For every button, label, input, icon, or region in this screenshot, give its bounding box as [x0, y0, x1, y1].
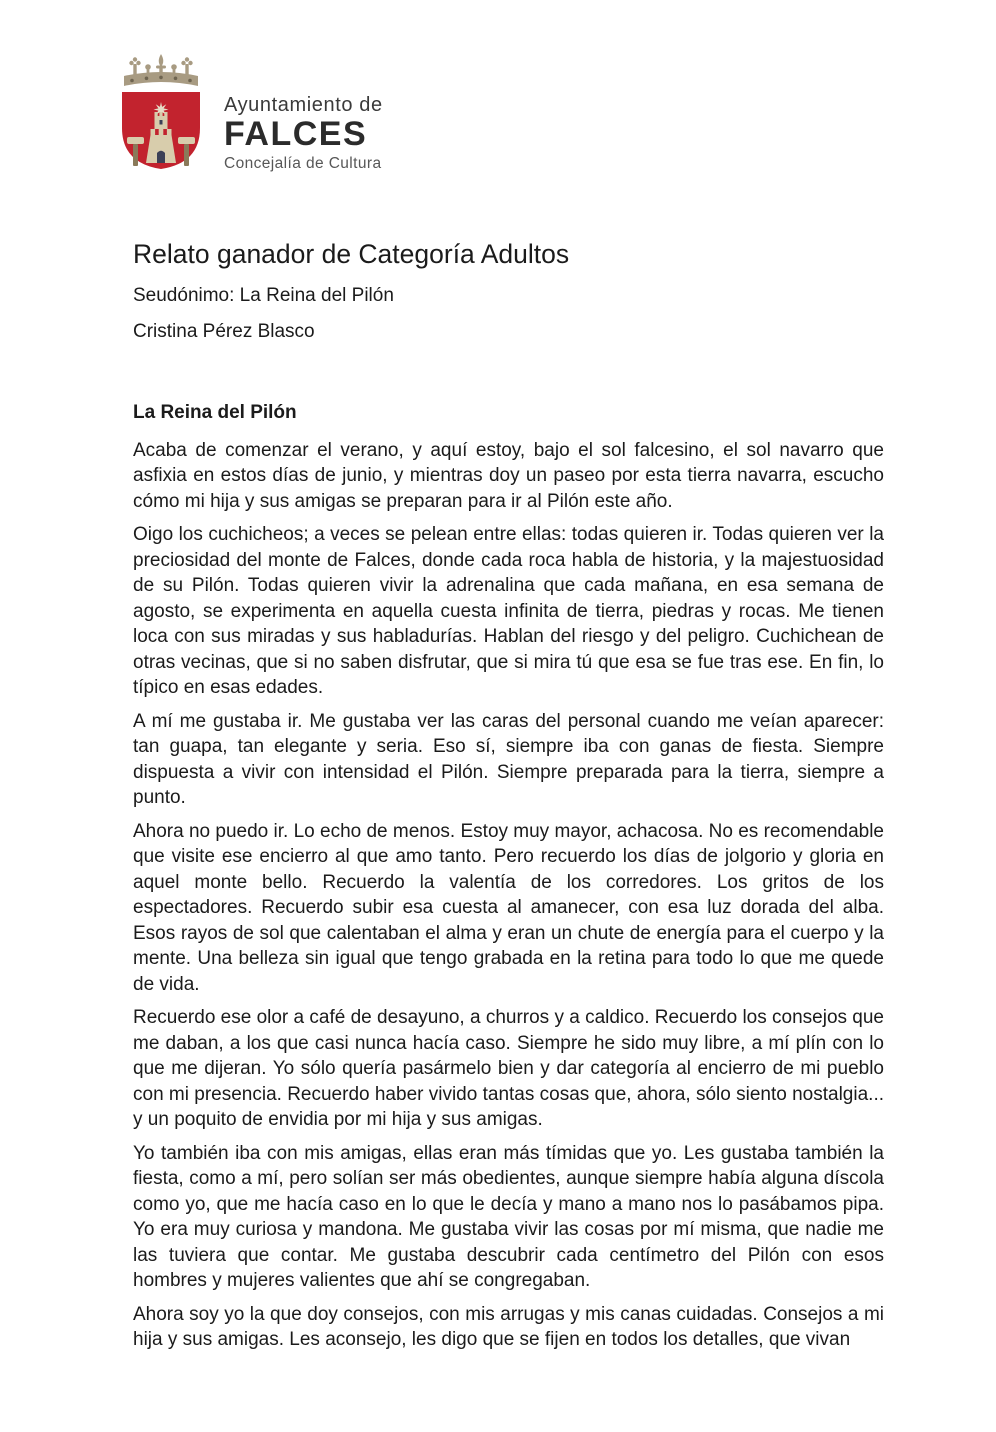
story-paragraph: A mí me gustaba ir. Me gustaba ver las caras del personal cuando me veían aparecer: tan guapa, tan elegante y seria. Eso sí, siempre iba con ganas de fiesta. Siempre dispuesta a vivir con intensidad el Pilón. Siempre preparada para la tierra, siempre a punto.	[133, 710, 884, 808]
story-paragraph: Ahora soy yo la que doy consejos, con mis arrugas y mis canas cuidadas. Consejos a mi hija y sus amigas. Les aconsejo, les digo que se fijen en todos los detalles, que vivan	[133, 1303, 884, 1350]
author-line: Cristina Pérez Blasco	[133, 320, 315, 342]
story-title: La Reina del Pilón	[133, 402, 297, 423]
crown-icon	[124, 54, 198, 86]
org-name-line2: FALCES	[224, 115, 368, 153]
story-paragraph: Acaba de comenzar el verano, y aquí estoy, bajo el sol falcesino, el sol navarro que asfixia en estos días de junio, y mientras doy un paseo por esta tierra navarra, escucho cómo mi hija y sus amigas se preparan para ir al Pilón este año.	[133, 439, 884, 512]
story-paragraph: Recuerdo ese olor a café de desayuno, a churros y a caldico. Recuerdo los consejos que me daban, a los que casi nunca hacía caso. Siempre he sido muy libre, a mí plín con lo que me dijeran. Yo sólo quería pasármelo bien y dar categoría al encierro de mi pueblo con mi presencia. Recuerdo haber vivido tantas cosas que, ahora, sólo siento nostalgia... y un poquito de envidia por mi hija y sus amigas.	[133, 1007, 884, 1130]
story-paragraph: Ahora no puedo ir. Lo echo de menos. Estoy muy mayor, achacosa. No es recomendable que visite ese encierro al que amo tanto. Pero recuerdo los días de jolgorio y gloria en aquel monte bello. Recuerdo la valentía de los corredores. Los gritos de los espectadores. Recuerdo subir esa cuesta al amanecer, con esa luz dorada del alba. Esos rayos de sol que calentaban el alma y eran un chute de energía para el cuerpo y la mente. Una belleza sin igual que tengo grabada en la retina para todo lo que me quede de vida.	[133, 820, 884, 995]
story-paragraph: Oigo los cuchicheos; a veces se pelean entre ellas: todas quieren ir. Todas quieren ver la preciosidad del monte de Falces, donde cada roca habla de historia, y la majestuosidad de su Pilón. Todas quieren vivir la adrenalina que cada mañana, en esa semana de agosto, se experimenta en aquella cuesta infinita de tierra, piedras y rocas. Me tienen loca con sus miradas y sus habladurías. Hablan del riesgo y del peligro. Cuchichean de otras vecinas, que si no saben disfrutar, que si mira tú que esa se fue tras ese. En fin, lo típico en esas edades.	[133, 524, 884, 698]
org-name-line1: Ayuntamiento de	[224, 94, 383, 116]
shield-icon	[122, 92, 200, 169]
document-content	[133, 238, 884, 1353]
falces-coat-of-arms-icon	[115, 52, 207, 172]
falces-logo	[115, 52, 383, 173]
logo-text	[224, 52, 383, 173]
pseudonym-line: Seudónimo: La Reina del Pilón	[133, 285, 394, 306]
department-name: Concejalía de Cultura	[224, 155, 382, 172]
story-paragraph: Yo también iba con mis amigas, ellas eran más tímidas que yo. Les gustaba también la fiesta, como a mí, pero solían ser más obedientes, aunque siempre había alguna díscola como yo, que me hacía caso en lo que le decía y mano a mano nos lo pasábamos pipa. Yo era muy curiosa y mandona. Me gustaba vivir las cosas por mí misma, que nadie me las tuviera que contar. Me gustaba descubrir cada centímetro del Pilón con esos hombres y mujeres valientes que ahí se congregaban.	[133, 1142, 884, 1291]
page-title: Relato ganador de Categoría Adultos	[133, 239, 570, 269]
